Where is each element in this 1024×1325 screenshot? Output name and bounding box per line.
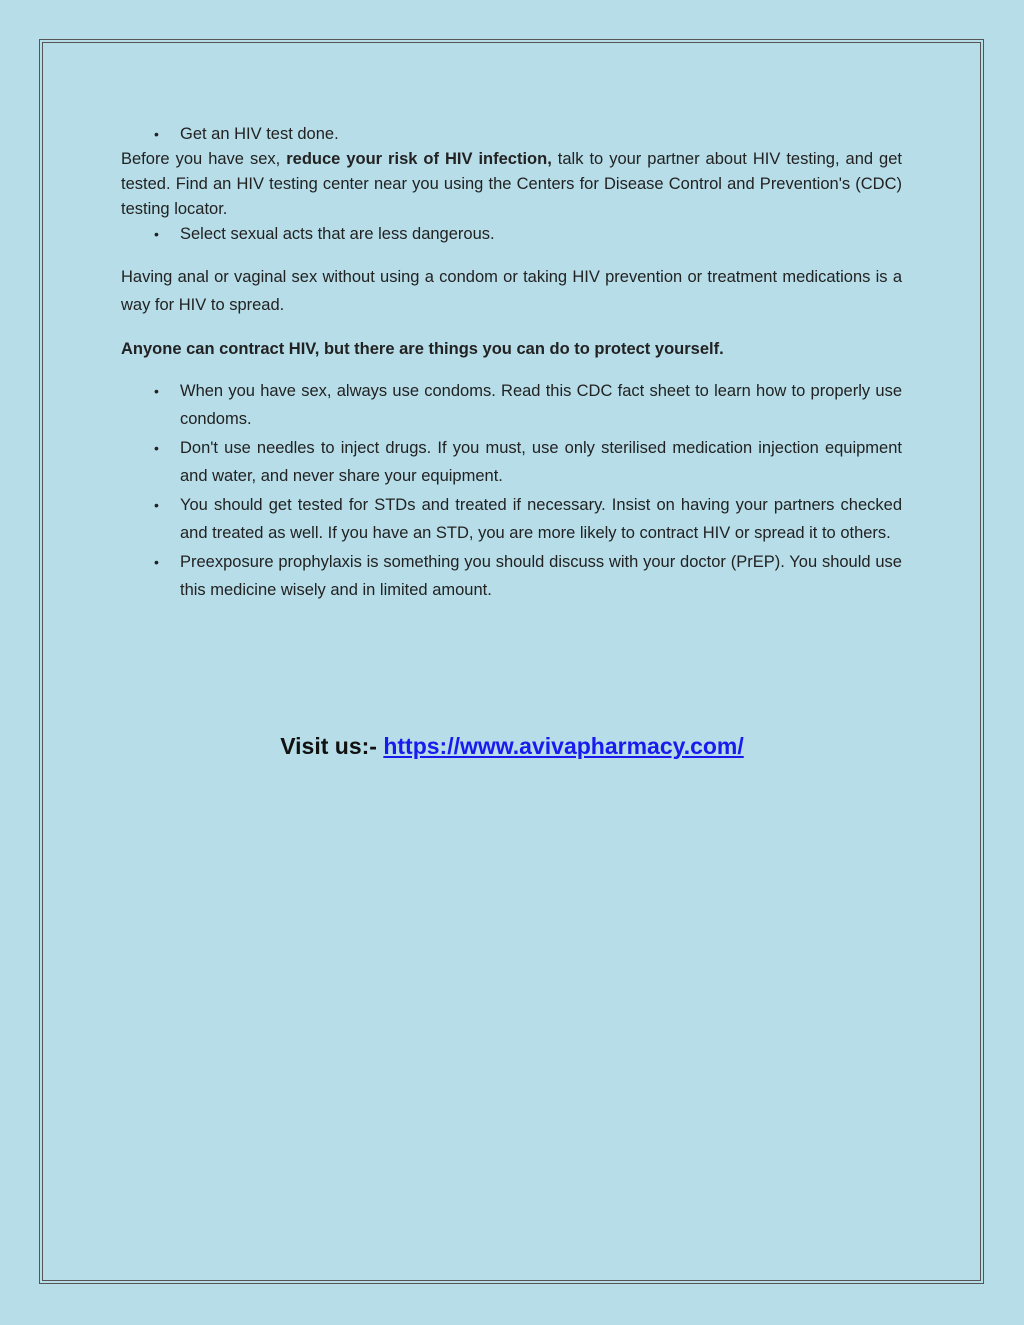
visit-us-line: [0, 733, 1024, 760]
paragraph-text: talk to your partner about HIV testing, and get tested. Find an HIV testing center near you using the Centers for Disease Control and Prevention's (CDC) testing locator.: [121, 150, 902, 218]
document-body: [121, 122, 902, 605]
list-item: [121, 548, 902, 604]
list-item-text: You should get tested for STDs and treated if necessary. Insist on having your partners checked and treated as well. If you have an STD, you are more likely to contract HIV or spread it to others.: [180, 496, 902, 542]
bullet-icon: •: [154, 383, 159, 399]
website-link[interactable]: https://www.avivapharmacy.com/: [383, 733, 744, 759]
list-item: [121, 434, 902, 490]
bullet-icon: •: [154, 554, 159, 570]
list-item: [121, 122, 902, 147]
section-heading: Anyone can contract HIV, but there are things you can do to protect yourself.: [121, 340, 724, 358]
list-item: [121, 491, 902, 547]
paragraph-bold-text: reduce your risk of HIV infection,: [286, 150, 552, 168]
bullet-icon: •: [154, 226, 159, 242]
list-item-text: Preexposure prophylaxis is something you should discuss with your doctor (PrEP). You should use this medicine wisely and in limited amount.: [180, 553, 902, 599]
paragraph-spread: Having anal or vaginal sex without using a condom or taking HIV prevention or treatment medications is a way for HIV to spread.: [121, 268, 902, 314]
paragraph-before-sex: [121, 147, 902, 222]
list-item-text: Don't use needles to inject drugs. If you must, use only sterilised medication injection equipment and water, and never share your equipment.: [180, 439, 902, 485]
bullet-icon: •: [154, 497, 159, 513]
protect-list: [121, 377, 902, 604]
list-item-text: Get an HIV test done.: [180, 125, 339, 143]
list-item: [121, 222, 902, 247]
bullet-icon: •: [154, 126, 159, 142]
paragraph-text: Before you have sex,: [121, 150, 287, 168]
list-item-text: Select sexual acts that are less dangerous.: [180, 225, 495, 243]
list-item-text: When you have sex, always use condoms. Read this CDC fact sheet to learn how to properly use condoms.: [180, 382, 902, 428]
bullet-icon: •: [154, 440, 159, 456]
visit-label: Visit us:-: [280, 733, 384, 759]
list-item: [121, 377, 902, 433]
